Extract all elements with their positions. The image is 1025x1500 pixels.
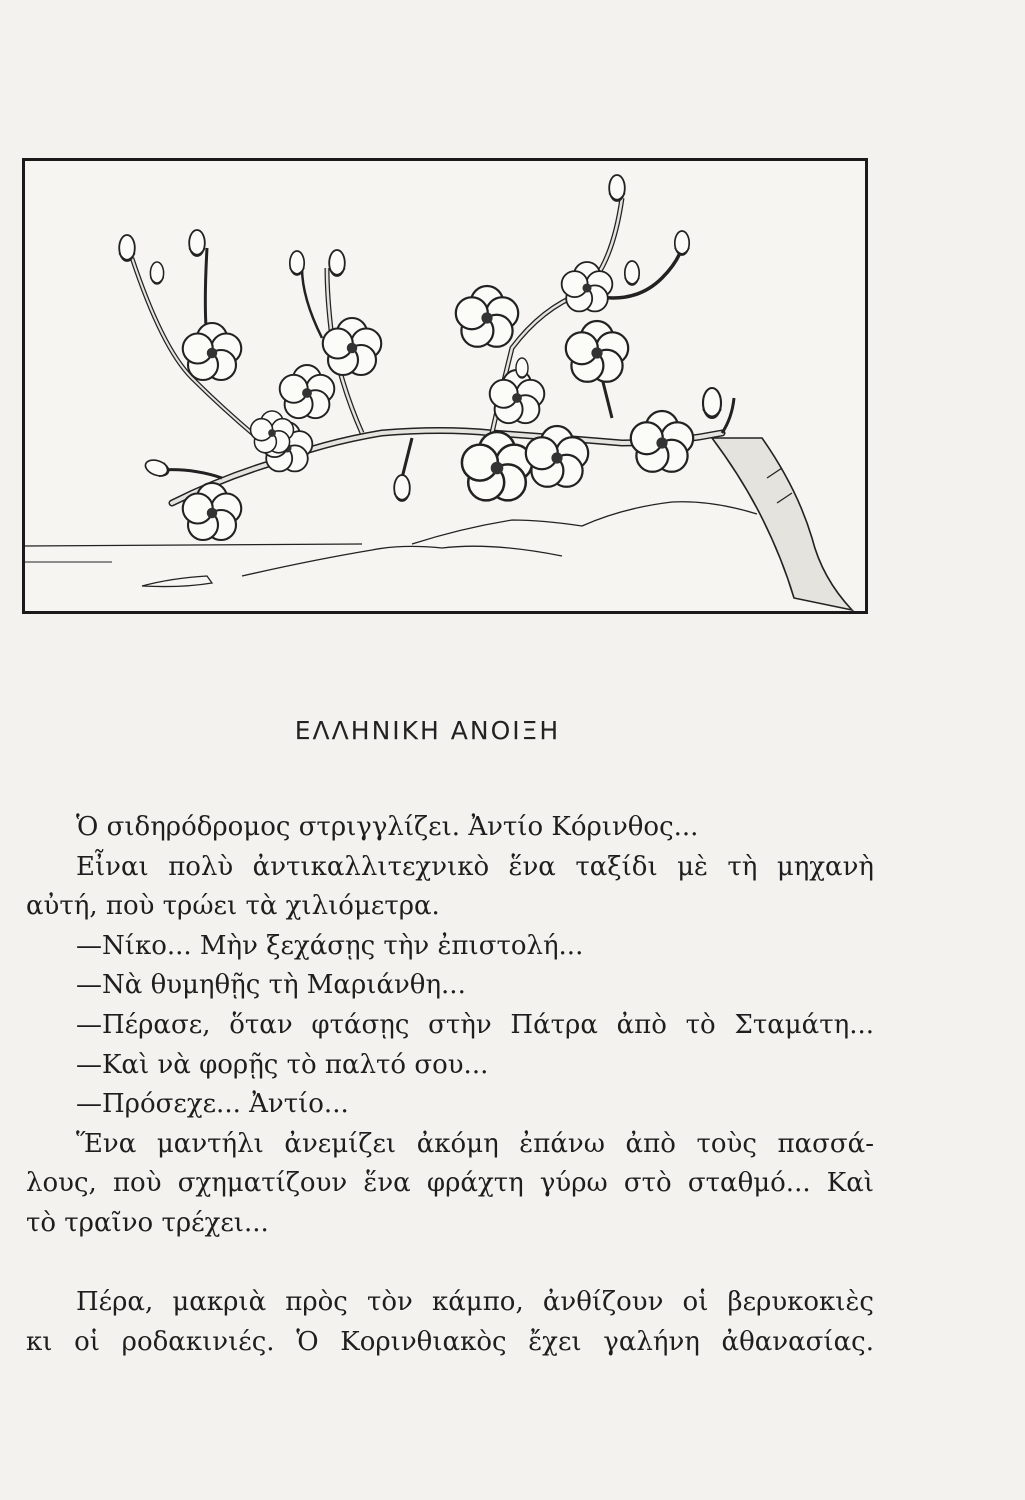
text-line: Πέρα, μακριὰ πρὸς τὸν κάμπο, ἀνθίζουν οἱ βερυκοκιὲς — [76, 1287, 874, 1318]
blossom-branch-drawing — [22, 158, 868, 614]
dialogue-line: —Καὶ νὰ φορῇς τὸ παλτό σου... — [76, 1049, 489, 1080]
text-line: Ὁ σιδηρόδρομος στριγγλίζει. Ἀντίο Κόρινθος... — [76, 812, 699, 842]
text-line: κι οἱ ροδακινιές. Ὁ Κορινθιακὸς ἔχει γαλήνη ἀθανασίας. — [26, 1326, 874, 1357]
almond-blossom-illustration — [22, 158, 868, 614]
dialogue-line: —Νὰ θυμηθῇς τὴ Μαριάνθη... — [76, 970, 466, 1001]
text-line: τὸ τραῖνο τρέχει... — [26, 1207, 269, 1238]
text-line: λους, ποὺ σχηματίζουν ἕνα φράχτη γύρω στὸ σταθμό... Καὶ — [26, 1168, 874, 1199]
body-text — [26, 808, 874, 1362]
paragraph-gap — [26, 1244, 874, 1284]
dialogue-line: —Πρόσεχε... Ἀντίο... — [76, 1089, 349, 1120]
text-line: Ἕνα μαντήλι ἀνεμίζει ἀκόμη ἐπάνω ἀπὸ τοὺς πασσά- — [76, 1128, 874, 1159]
chapter-title: ΕΛΛΗΝΙΚΗ ΑΝΟΙΞΗ — [294, 716, 561, 745]
dialogue-line: —Πέρασε, ὅταν φτάσῃς στὴν Πάτρα ἀπὸ τὸ Σταμάτη... — [76, 1009, 874, 1040]
text-line: Εἶναι πολὺ ἀντικαλλιτεχνικὸ ἕνα ταξίδι μὲ τὴ μηχανὴ — [76, 851, 874, 882]
dialogue-line: —Νίκο... Μὴν ξεχάσῃς τὴν ἐπιστολή... — [76, 930, 584, 961]
text-line: αὐτή, ποὺ τρώει τὰ χιλιόμετρα. — [26, 891, 440, 922]
